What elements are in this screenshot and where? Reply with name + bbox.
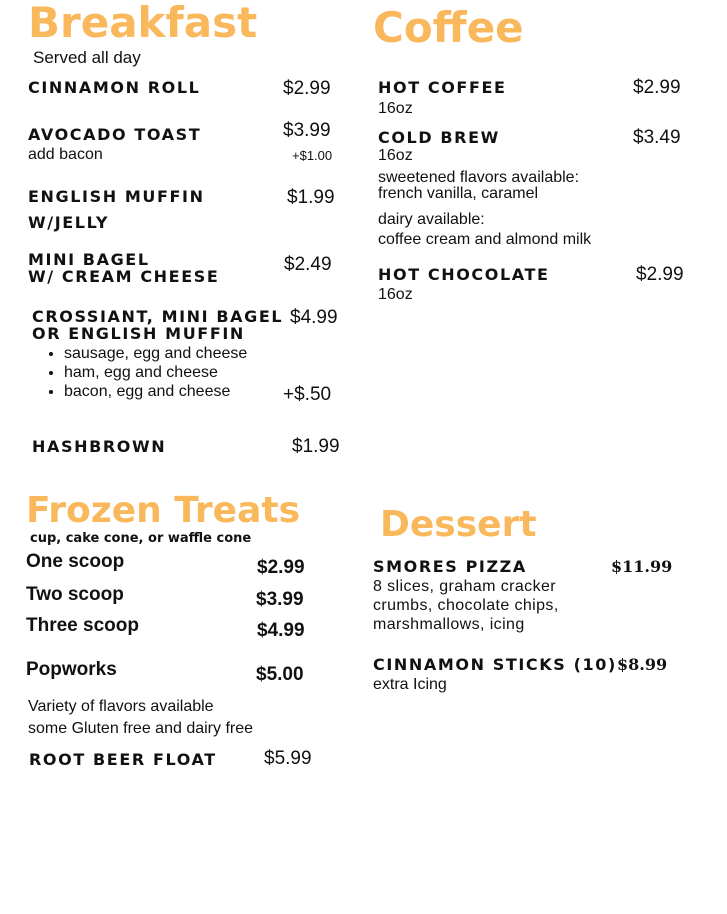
dessert-title: Dessert (380, 504, 537, 545)
price-smores-pizza: $11.99 (611, 557, 673, 576)
smores-pizza-desc-line1: 8 slices, graham cracker (373, 578, 556, 595)
item-one-scoop: One scoop (26, 551, 125, 572)
item-root-beer-float: ROOT BEER FLOAT (29, 750, 217, 769)
item-cinnamon-sticks: CINNAMON STICKS (10) (373, 655, 617, 674)
option-sausage-egg-cheese: • sausage, egg and cheese (64, 344, 247, 363)
item-hot-chocolate: HOT CHOCOLATE (378, 265, 550, 284)
item-three-scoop: Three scoop (26, 615, 139, 636)
cold-brew-dairy-line2: coffee cream and almond milk (378, 231, 592, 248)
popworks-note-line1: Variety of flavors available (28, 698, 214, 715)
breakfast-sandwich-options (46, 344, 247, 401)
breakfast-title: Breakfast (28, 0, 258, 47)
price-english-muffin: $1.99 (287, 187, 335, 208)
breakfast-subtitle: Served all day (33, 48, 141, 67)
item-mini-bagel-line1: MINI BAGEL (28, 250, 150, 269)
price-breakfast-sandwich: $4.99 (290, 307, 338, 328)
item-english-muffin-line1: ENGLISH MUFFIN (28, 187, 205, 206)
item-hot-coffee: HOT COFFEE (378, 78, 507, 97)
bacon-option-price: +$.50 (283, 384, 332, 405)
price-hashbrown: $1.99 (292, 436, 340, 457)
price-cinnamon-roll: $2.99 (283, 78, 331, 99)
item-cinnamon-roll: CINNAMON ROLL (28, 78, 201, 97)
option-bacon-egg-cheese: • bacon, egg and cheese (64, 382, 247, 401)
hot-chocolate-size: 16oz (378, 286, 413, 303)
coffee-title: Coffee (373, 3, 524, 52)
price-root-beer-float: $5.99 (264, 748, 312, 769)
item-mini-bagel-line2: W/ CREAM CHEESE (28, 267, 220, 286)
item-hashbrown: HASHBROWN (32, 437, 167, 456)
price-hot-coffee: $2.99 (633, 77, 681, 98)
price-hot-chocolate: $2.99 (636, 264, 684, 285)
item-breakfast-sandwich-line2: OR ENGLISH MUFFIN (32, 324, 245, 343)
price-popworks: $5.00 (256, 664, 304, 685)
price-mini-bagel: $2.49 (284, 254, 332, 275)
avocado-toast-addon-price: +$1.00 (292, 148, 333, 163)
price-avocado-toast: $3.99 (283, 120, 331, 141)
item-avocado-toast: AVOCADO TOAST (28, 125, 202, 144)
smores-pizza-desc-line3: marshmallows, icing (373, 616, 525, 633)
avocado-toast-addon: add bacon (28, 146, 103, 163)
price-two-scoop: $3.99 (256, 589, 304, 610)
item-popworks: Popworks (26, 659, 117, 680)
popworks-note-line2: some Gluten free and dairy free (28, 720, 254, 737)
price-one-scoop: $2.99 (257, 557, 305, 578)
option-ham-egg-cheese: • ham, egg and cheese (64, 363, 247, 382)
cinnamon-sticks-desc: extra Icing (373, 676, 447, 693)
item-cold-brew: COLD BREW (378, 128, 500, 147)
item-smores-pizza: SMORES PIZZA (373, 557, 527, 576)
frozen-treats-subtitle: cup, cake cone, or waffle cone (30, 531, 252, 546)
cold-brew-size: 16oz (378, 147, 413, 164)
item-english-muffin-line2: W/JELLY (28, 213, 110, 232)
price-three-scoop: $4.99 (257, 620, 305, 641)
frozen-treats-title: Frozen Treats (26, 490, 301, 531)
cold-brew-dairy-line1: dairy available: (378, 211, 485, 228)
cold-brew-flavors-line2: french vanilla, caramel (378, 185, 539, 202)
smores-pizza-desc-line2: crumbs, chocolate chips, (373, 597, 559, 614)
price-cinnamon-sticks: $8.99 (617, 655, 668, 674)
item-two-scoop: Two scoop (26, 584, 124, 605)
cold-brew-flavors-line1: sweetened flavors available: (378, 169, 580, 186)
hot-coffee-size: 16oz (378, 100, 413, 117)
item-breakfast-sandwich-line1: CROSSIANT, MINI BAGEL (32, 307, 284, 326)
price-cold-brew: $3.49 (633, 127, 681, 148)
